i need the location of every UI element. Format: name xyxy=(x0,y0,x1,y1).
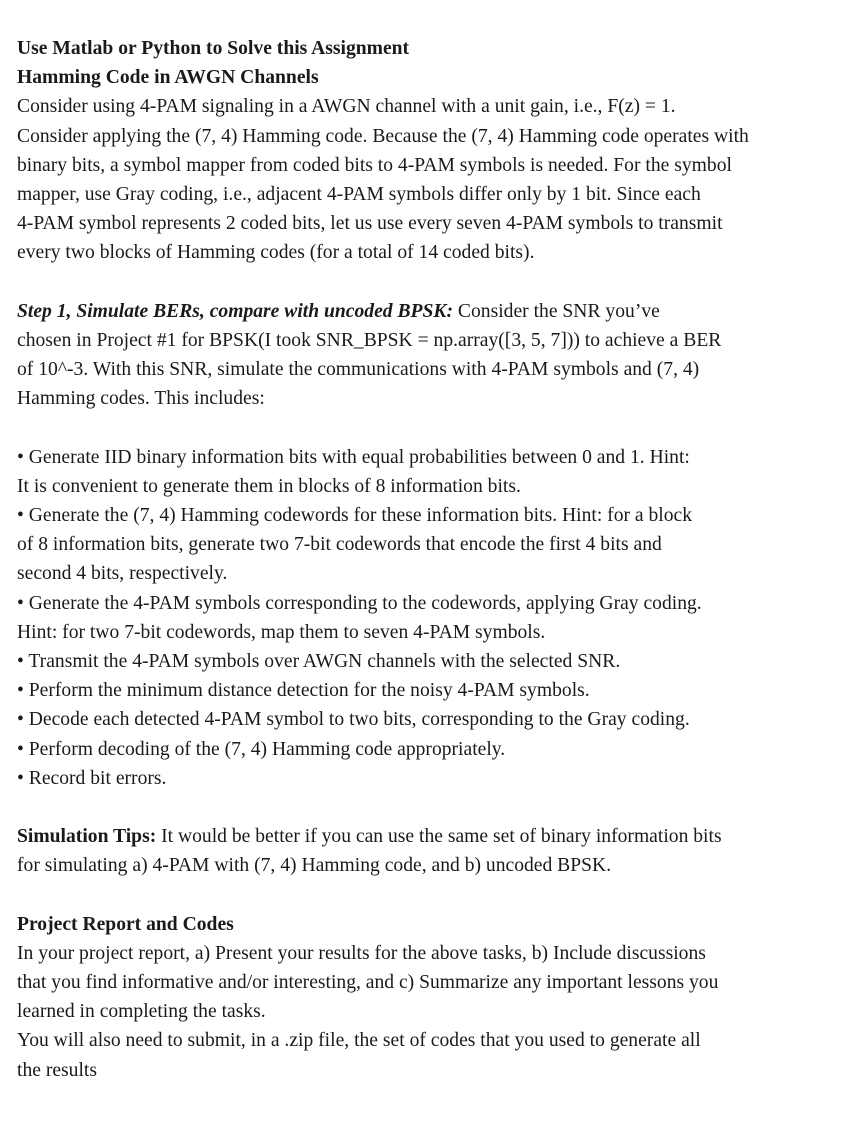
step1-first-line-text: Consider the SNR you’ve xyxy=(453,300,660,322)
bullet-line: It is convenient to generate them in blocks of 8 information bits. xyxy=(17,475,521,497)
assignment-document xyxy=(17,34,839,1085)
report-line: that you find informative and/or interesting, and c) Summarize any important lessons you xyxy=(17,972,719,993)
bullet-list xyxy=(17,443,839,793)
paragraph-spacer xyxy=(17,413,839,442)
report-line: learned in completing the tasks. xyxy=(17,1001,266,1023)
step1-paragraph xyxy=(17,297,839,414)
intro-line: every two blocks of Hamming codes (for a total of 14 coded bits). xyxy=(17,242,535,264)
bullet-line: • Generate the 4-PAM symbols corresponding to the codewords, applying Gray coding. xyxy=(17,592,702,614)
paragraph-spacer xyxy=(17,793,839,822)
tips-line: for simulating a) 4-PAM with (7, 4) Hamming code, and b) uncoded BPSK. xyxy=(17,855,612,877)
tips-heading: Simulation Tips: xyxy=(17,826,157,848)
report-heading: Project Report and Codes xyxy=(17,913,234,935)
bullet-line: of 8 information bits, generate two 7-bit codewords that encode the first 4 bits and xyxy=(17,534,662,556)
intro-line: Consider applying the (7, 4) Hamming code. Because the (7, 4) Hamming code operates with xyxy=(17,125,749,147)
bullet-line: second 4 bits, respectively. xyxy=(17,563,228,585)
intro-line: Consider using 4-PAM signaling in a AWGN channel with a unit gain, i.e., F(z) = 1. xyxy=(17,96,676,118)
tips-first-line xyxy=(17,822,839,851)
report-line: In your project report, a) Present your results for the above tasks, b) Include discussions xyxy=(17,942,706,964)
report-line: You will also need to submit, in a .zip file, the set of codes that you used to generate all xyxy=(17,1030,701,1052)
step1-line: of 10^-3. With this SNR, simulate the communications with 4-PAM symbols and (7, 4) xyxy=(17,359,700,381)
step1-first-line xyxy=(17,297,839,326)
report-line: the results xyxy=(17,1059,97,1081)
intro-line: 4-PAM symbol represents 2 coded bits, let us use every seven 4-PAM symbols to transmit xyxy=(17,213,723,235)
report-paragraph xyxy=(17,910,839,1085)
bullet-line: • Generate IID binary information bits with equal probabilities between 0 and 1. Hint: xyxy=(17,446,690,468)
intro-line: mapper, use Gray coding, i.e., adjacent 4-PAM symbols differ only by 1 bit. Since each xyxy=(17,183,701,205)
bullet-line: Hint: for two 7-bit codewords, map them to seven 4-PAM symbols. xyxy=(17,621,546,643)
paragraph-spacer xyxy=(17,268,839,297)
bullet-line: • Perform decoding of the (7, 4) Hamming code appropriately. xyxy=(17,738,506,760)
tips-paragraph xyxy=(17,822,839,880)
bullet-line: • Decode each detected 4-PAM symbol to two bits, corresponding to the Gray coding. xyxy=(17,709,690,731)
bullet-line: • Record bit errors. xyxy=(17,767,167,789)
step1-heading: Step 1, Simulate BERs, compare with uncoded BPSK: xyxy=(17,300,454,322)
tips-first-line-text: It would be better if you can use the same set of binary information bits xyxy=(156,826,722,848)
bullet-line: • Generate the (7, 4) Hamming codewords for these information bits. Hint: for a block xyxy=(17,505,693,526)
intro-line: binary bits, a symbol mapper from coded bits to 4-PAM symbols is needed. For the symbol xyxy=(17,154,732,176)
bullet-line: • Perform the minimum distance detection for the noisy 4-PAM symbols. xyxy=(17,680,590,702)
bullet-line: • Transmit the 4-PAM symbols over AWGN channels with the selected SNR. xyxy=(17,650,621,672)
step1-line: Hamming codes. This includes: xyxy=(17,388,265,410)
intro-paragraph xyxy=(17,92,839,267)
step1-line: chosen in Project #1 for BPSK(I took SNR_BPSK = np.array([3, 5, 7])) to achieve a BER xyxy=(17,329,722,351)
document-subtitle: Hamming Code in AWGN Channels xyxy=(17,67,319,89)
document-title: Use Matlab or Python to Solve this Assignment xyxy=(17,38,410,59)
paragraph-spacer xyxy=(17,880,839,909)
